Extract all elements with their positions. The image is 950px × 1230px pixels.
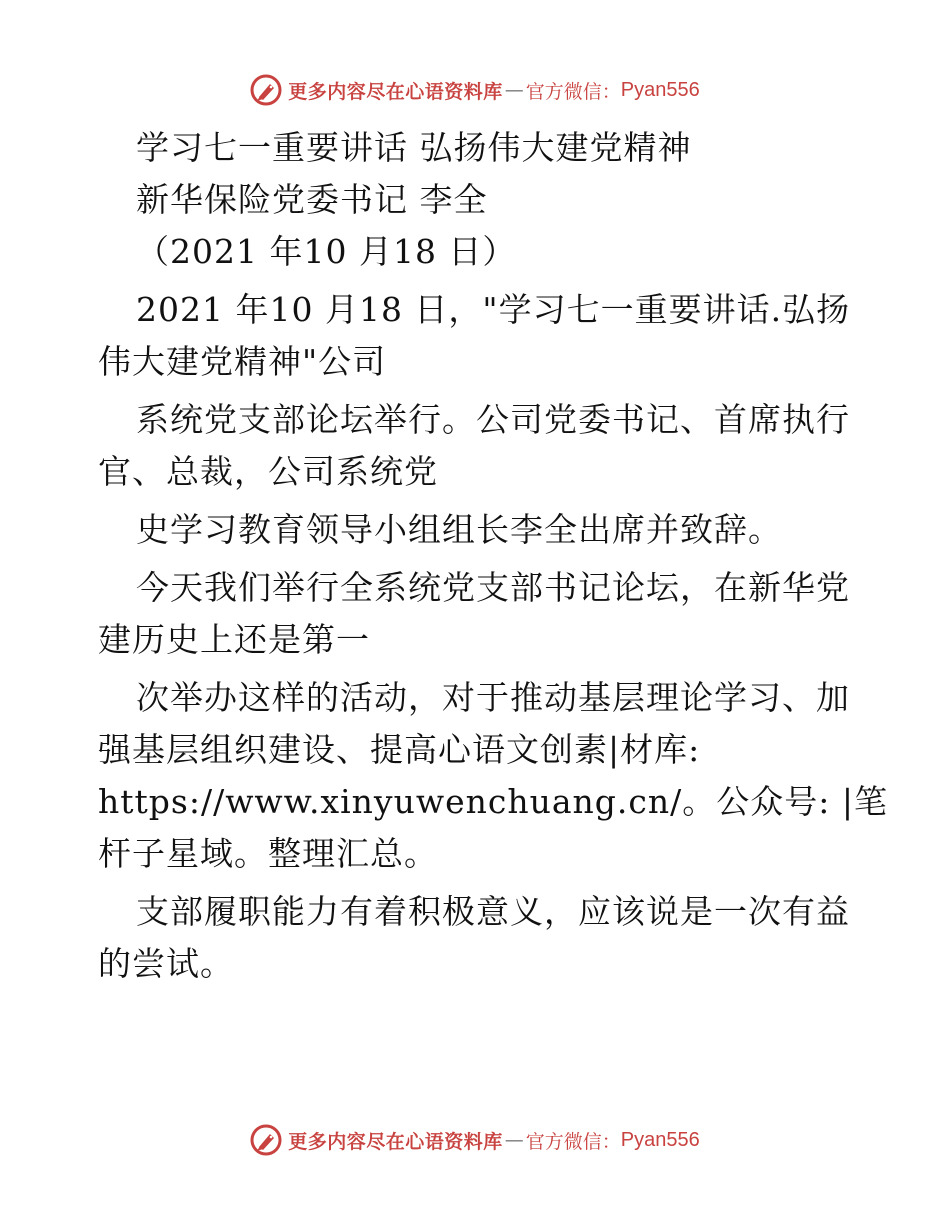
header-banner (0, 70, 950, 110)
doc-paragraph-line: 强基层组织建设、提高心语文创素|材库: (98, 730, 701, 769)
document-body (98, 122, 888, 990)
doc-paragraph-line: 次举办这样的活动，对于推动基层理论学习、加 (136, 678, 850, 717)
doc-paragraph-line: 今天我们举行全系统党支部书记论坛，在新华党 (136, 568, 850, 607)
doc-paragraph-line: 的尝试。 (98, 944, 234, 983)
doc-paragraph-line: 杆子星域。整理汇总。 (98, 834, 438, 873)
doc-paragraph-line: 2021 年10 月18 日，"学习七一重要讲话.弘扬 (136, 290, 851, 329)
banner-dash: — (504, 1129, 524, 1151)
pen-nib-logo-icon (250, 74, 282, 106)
banner-wechat-label: 官方微信： (525, 80, 621, 103)
doc-paragraph-line: 系统党支部论坛举行。公司党委书记、首席执行 (136, 400, 850, 439)
doc-paragraph-line: https://www.xinyuwenchuang.cn/。公众号: |笔 (98, 782, 888, 821)
doc-paragraph-line: 建历史上还是第一 (98, 620, 370, 659)
banner-main-text: 更多内容尽在心语资料库 (288, 80, 503, 103)
banner-dash: — (504, 79, 524, 101)
doc-date: （2021 年10 月18 日） (136, 232, 517, 271)
banner-wechat-label: 官方微信： (525, 1130, 621, 1153)
doc-paragraph-line: 支部履职能力有着积极意义，应该说是一次有益 (136, 892, 850, 931)
banner-wechat-id: Pyan556 (620, 1128, 700, 1151)
doc-paragraph-line: 史学习教育领导小组组长李全出席并致辞。 (136, 510, 782, 549)
doc-title: 学习七一重要讲话 弘扬伟大建党精神 (136, 128, 692, 167)
footer-banner (0, 1120, 950, 1160)
doc-paragraph-line: 官、总裁，公司系统党 (98, 452, 438, 491)
banner-wechat-id: Pyan556 (620, 78, 700, 101)
pen-nib-logo-icon (250, 1124, 282, 1156)
banner-main-text: 更多内容尽在心语资料库 (288, 1130, 503, 1153)
doc-author: 新华保险党委书记 李全 (136, 180, 488, 219)
doc-paragraph-line: 伟大建党精神"公司 (98, 342, 387, 381)
